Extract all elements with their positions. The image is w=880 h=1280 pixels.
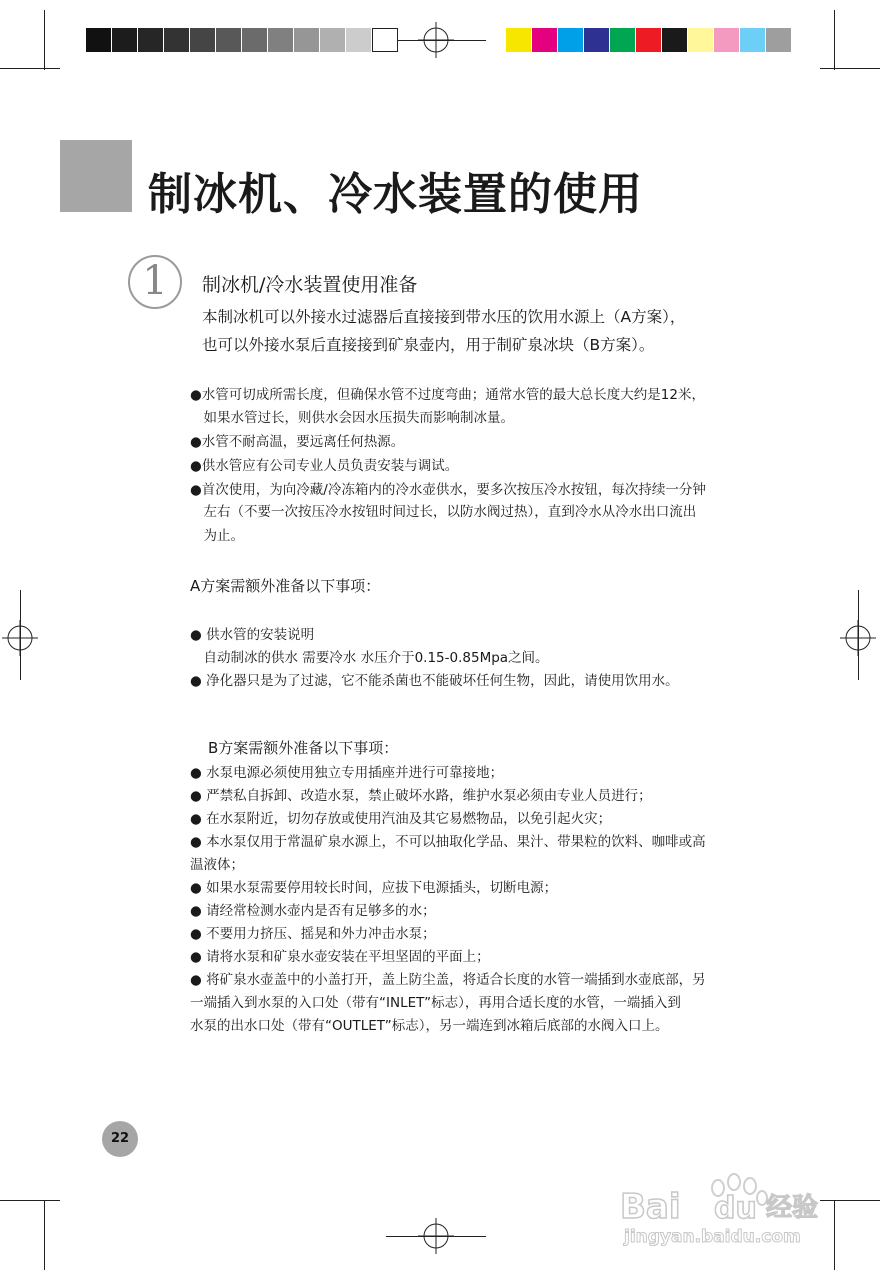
color-swatch — [506, 28, 532, 52]
plan-b-heading: B方案需额外准备以下事项： — [208, 739, 399, 757]
plan-a-heading: A方案需额外准备以下事项： — [190, 577, 381, 595]
color-swatch — [688, 28, 714, 52]
color-swatch — [610, 28, 636, 52]
color-swatch — [584, 28, 610, 52]
color-swatch — [138, 28, 164, 52]
section-marker-block — [60, 140, 132, 212]
intro-line: 也可以外接水泵后直接接到矿泉壶内，用于制矿泉冰块（B方案）。 — [202, 336, 655, 354]
plan-b-item: ● 严禁私自拆卸、改造水泵，禁止破坏水路，维护水泵必须由专业人员进行； — [190, 788, 652, 804]
registration-mark-icon — [840, 620, 876, 656]
color-calibration-bar — [506, 28, 792, 52]
color-swatch — [112, 28, 138, 52]
plan-b-item: ● 本水泵仅用于常温矿泉水源上，不可以抽取化学品、果汁、带果粒的饮料、咖啡或高 — [190, 834, 706, 850]
page-number-badge: 22 — [102, 1121, 138, 1157]
color-swatch — [558, 28, 584, 52]
plan-b-item: ● 不要用力挤压、摇晃和外力冲击水泵； — [190, 926, 436, 942]
color-swatch — [346, 28, 372, 52]
note-line: ●供水管应有公司专业人员负责安装与调试。 — [190, 458, 459, 474]
plan-b-item: 水泵的出水口处（带有“OUTLET”标志），另一端连到冰箱后底部的水阀入口上。 — [190, 1018, 669, 1034]
crop-mark — [44, 10, 45, 70]
plan-b-item: ● 在水泵附近，切勿存放或使用汽油及其它易燃物品，以免引起火灾； — [190, 811, 612, 827]
color-swatch — [740, 28, 766, 52]
plan-a-item: ● 净化器只是为了过滤，它不能杀菌也不能破坏任何生物，因此，请使用饮用水。 — [190, 673, 679, 689]
color-swatch — [268, 28, 294, 52]
color-swatch — [164, 28, 190, 52]
registration-mark-icon — [2, 620, 38, 656]
note-line: 为止。 — [190, 528, 244, 544]
grayscale-calibration-bar — [86, 28, 398, 52]
crop-mark — [0, 68, 60, 69]
crop-mark — [0, 1200, 60, 1201]
plan-b-item: ● 如果水泵需要停用较长时间，应拔下电源插头，切断电源； — [190, 880, 558, 896]
crop-mark — [834, 10, 835, 70]
color-swatch — [766, 28, 792, 52]
note-line: 左右（不要一次按压冷水按钮时间过长，以防水阀过热），直到冷水从冷水出口流出 — [190, 504, 697, 520]
color-swatch — [86, 28, 112, 52]
plan-a-item: 自动制冰的供水 需要冷水 水压介于0.15-0.85Mpa之间。 — [190, 650, 549, 666]
plan-a-item: ● 供水管的安装说明 — [190, 627, 315, 643]
color-swatch — [294, 28, 320, 52]
plan-b-item: 温液体； — [190, 857, 244, 873]
color-swatch — [320, 28, 346, 52]
color-swatch — [242, 28, 268, 52]
color-swatch — [532, 28, 558, 52]
baidu-jingyan-watermark — [618, 1170, 838, 1250]
note-line: ●水管不耐高温，要远离任何热源。 — [190, 434, 405, 450]
crop-mark — [44, 1200, 45, 1270]
color-swatch — [190, 28, 216, 52]
crop-mark — [820, 68, 880, 69]
section-number-badge: 1 — [128, 255, 182, 309]
registration-line — [386, 1236, 486, 1237]
watermark-brand-a: Bai — [620, 1187, 681, 1227]
color-swatch — [636, 28, 662, 52]
registration-line — [386, 40, 486, 41]
note-line: ●水管可切成所需长度，但确保水管不过度弯曲；通常水管的最大总长度大约是12米， — [190, 387, 705, 403]
plan-b-item: ● 请将水泵和矿泉水壶安装在平坦坚固的平面上； — [190, 949, 490, 965]
watermark-brand-b: du — [714, 1191, 757, 1226]
plan-b-item: 一端插入到水泵的入口处（带有“INLET”标志），再用合适长度的水管，一端插入到 — [190, 995, 681, 1011]
watermark-brand-cn: 经验 — [766, 1193, 819, 1223]
plan-b-item: ● 水泵电源必须使用独立专用插座并进行可靠接地； — [190, 765, 504, 781]
watermark-url: jingyan.baidu.com — [624, 1227, 801, 1247]
section-heading: 制冰机/冷水装置使用准备 — [202, 274, 418, 296]
intro-line: 本制冰机可以外接水过滤器后直接接到带水压的饮用水源上（A方案）， — [202, 308, 686, 326]
color-swatch — [662, 28, 688, 52]
color-swatch — [714, 28, 740, 52]
color-swatch — [216, 28, 242, 52]
color-swatch — [372, 28, 398, 52]
note-line: 如果水管过长，则供水会因水压损失而影响制冰量。 — [190, 410, 514, 426]
page-title: 制冰机、冷水装置的使用 — [148, 169, 643, 220]
plan-b-item: ● 将矿泉水壶盖中的小盖打开，盖上防尘盖，将适合长度的水管一端插到水壶底部，另 — [190, 972, 706, 988]
plan-b-item: ● 请经常检测水壶内是否有足够多的水； — [190, 903, 436, 919]
note-line: ●首次使用，为向冷藏/冷冻箱内的冷水壶供水，要多次按压冷水按钮，每次持续一分钟 — [190, 482, 706, 498]
